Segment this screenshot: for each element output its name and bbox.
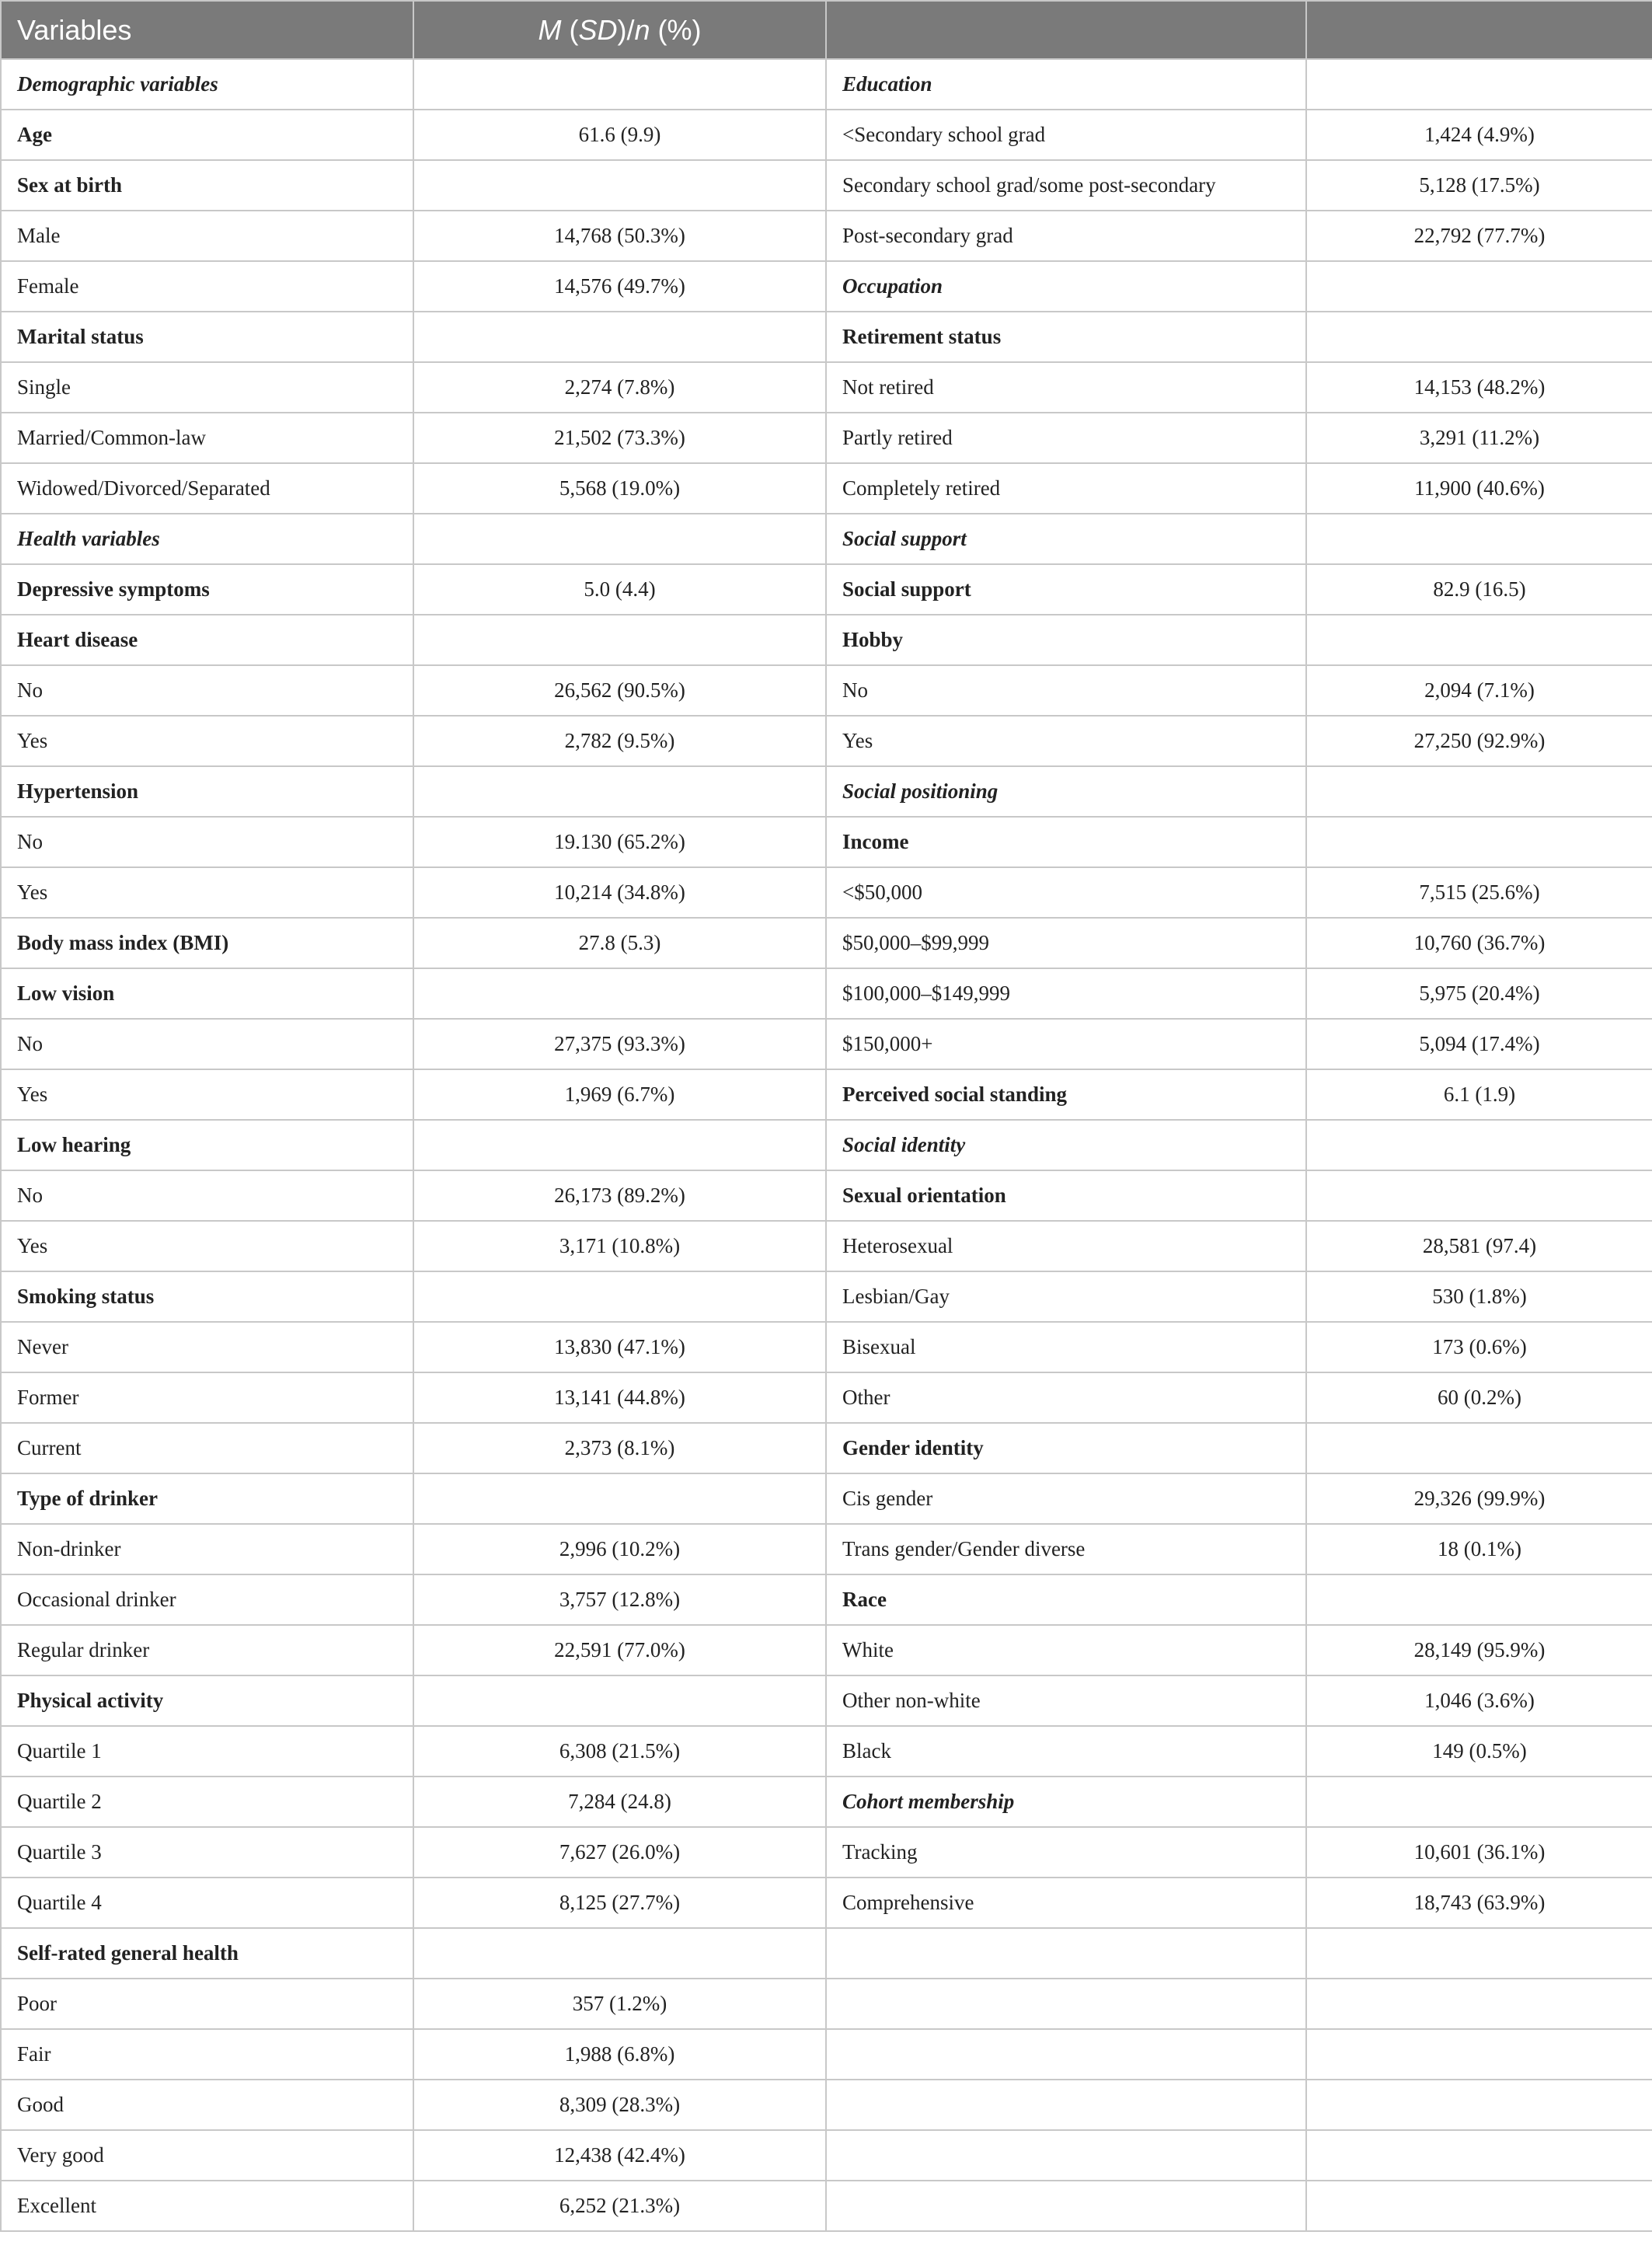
- left-variable-label: Physical activity: [1, 1675, 413, 1726]
- right-variable-label: Heterosexual: [826, 1221, 1306, 1271]
- left-statistic-value: [413, 968, 826, 1019]
- left-statistic-value: 5.0 (4.4): [413, 564, 826, 615]
- left-statistic-value: 8,125 (27.7%): [413, 1878, 826, 1928]
- table-row: [1, 1019, 1652, 1069]
- header-stat-open: (: [561, 13, 579, 46]
- right-statistic-value: [1306, 2181, 1652, 2231]
- left-variable-label: Yes: [1, 867, 413, 918]
- right-statistic-value: 149 (0.5%): [1306, 1726, 1652, 1777]
- right-statistic-value: 1,424 (4.9%): [1306, 110, 1652, 160]
- right-statistic-value: 1,046 (3.6%): [1306, 1675, 1652, 1726]
- table-row: [1, 1423, 1652, 1473]
- right-variable-label: Secondary school grad/some post-secondary: [826, 160, 1306, 211]
- right-statistic-value: 14,153 (48.2%): [1306, 362, 1652, 413]
- right-statistic-value: 18,743 (63.9%): [1306, 1878, 1652, 1928]
- left-statistic-value: [413, 1473, 826, 1524]
- header-column-4: [1306, 1, 1652, 59]
- right-variable-label: Completely retired: [826, 463, 1306, 514]
- right-statistic-value: [1306, 261, 1652, 312]
- right-variable-label: Black: [826, 1726, 1306, 1777]
- left-statistic-value: 357 (1.2%): [413, 1979, 826, 2029]
- left-variable-label: Non-drinker: [1, 1524, 413, 1574]
- left-statistic-value: 26,173 (89.2%): [413, 1170, 826, 1221]
- right-variable-label: $50,000–$99,999: [826, 918, 1306, 968]
- right-variable-label: Yes: [826, 716, 1306, 766]
- left-variable-label: Fair: [1, 2029, 413, 2080]
- right-variable-label: Cohort membership: [826, 1777, 1306, 1827]
- right-statistic-value: 6.1 (1.9): [1306, 1069, 1652, 1120]
- table-row: [1, 362, 1652, 413]
- right-statistic-value: 11,900 (40.6%): [1306, 463, 1652, 514]
- left-statistic-value: 5,568 (19.0%): [413, 463, 826, 514]
- right-statistic-value: 60 (0.2%): [1306, 1372, 1652, 1423]
- table-row: [1, 1827, 1652, 1878]
- left-statistic-value: 7,627 (26.0%): [413, 1827, 826, 1878]
- right-statistic-value: 18 (0.1%): [1306, 1524, 1652, 1574]
- left-variable-label: Male: [1, 211, 413, 261]
- right-statistic-value: 22,792 (77.7%): [1306, 211, 1652, 261]
- right-variable-label: Comprehensive: [826, 1878, 1306, 1928]
- left-statistic-value: [413, 1120, 826, 1170]
- left-variable-label: Regular drinker: [1, 1625, 413, 1675]
- right-variable-label: Partly retired: [826, 413, 1306, 463]
- table-row: [1, 2130, 1652, 2181]
- right-statistic-value: 5,975 (20.4%): [1306, 968, 1652, 1019]
- table-row: [1, 312, 1652, 362]
- left-variable-label: Yes: [1, 1069, 413, 1120]
- left-statistic-value: 12,438 (42.4%): [413, 2130, 826, 2181]
- right-statistic-value: [1306, 1777, 1652, 1827]
- left-variable-label: Current: [1, 1423, 413, 1473]
- right-variable-label: Income: [826, 817, 1306, 867]
- right-variable-label: Tracking: [826, 1827, 1306, 1878]
- table-row: [1, 463, 1652, 514]
- table-row: [1, 160, 1652, 211]
- right-variable-label: Hobby: [826, 615, 1306, 665]
- table-row: [1, 1372, 1652, 1423]
- right-variable-label: [826, 2130, 1306, 2181]
- right-variable-label: Other: [826, 1372, 1306, 1423]
- right-variable-label: $100,000–$149,999: [826, 968, 1306, 1019]
- left-statistic-value: [413, 59, 826, 110]
- left-statistic-value: 14,768 (50.3%): [413, 211, 826, 261]
- table-row: [1, 817, 1652, 867]
- right-variable-label: [826, 2181, 1306, 2231]
- right-variable-label: Social positioning: [826, 766, 1306, 817]
- table-row: [1, 59, 1652, 110]
- left-statistic-value: 22,591 (77.0%): [413, 1625, 826, 1675]
- left-statistic-value: [413, 1928, 826, 1979]
- right-statistic-value: 29,326 (99.9%): [1306, 1473, 1652, 1524]
- right-statistic-value: [1306, 59, 1652, 110]
- table-row: [1, 716, 1652, 766]
- right-variable-label: Other non-white: [826, 1675, 1306, 1726]
- table-row: [1, 918, 1652, 968]
- left-statistic-value: 6,308 (21.5%): [413, 1726, 826, 1777]
- right-statistic-value: [1306, 615, 1652, 665]
- left-statistic-value: 6,252 (21.3%): [413, 2181, 826, 2231]
- table-row: [1, 514, 1652, 564]
- table-row: [1, 211, 1652, 261]
- table-row: [1, 766, 1652, 817]
- left-statistic-value: 26,562 (90.5%): [413, 665, 826, 716]
- table-row: [1, 1322, 1652, 1372]
- left-variable-label: Smoking status: [1, 1271, 413, 1322]
- left-statistic-value: 1,969 (6.7%): [413, 1069, 826, 1120]
- right-variable-label: Bisexual: [826, 1322, 1306, 1372]
- right-statistic-value: 10,760 (36.7%): [1306, 918, 1652, 968]
- table-row: [1, 1979, 1652, 2029]
- left-statistic-value: [413, 1675, 826, 1726]
- table-row: [1, 1777, 1652, 1827]
- right-variable-label: No: [826, 665, 1306, 716]
- left-statistic-value: [413, 312, 826, 362]
- table-row: [1, 1726, 1652, 1777]
- left-statistic-value: 2,373 (8.1%): [413, 1423, 826, 1473]
- left-variable-label: Yes: [1, 716, 413, 766]
- left-statistic-value: 10,214 (34.8%): [413, 867, 826, 918]
- left-variable-label: Quartile 1: [1, 1726, 413, 1777]
- right-statistic-value: 3,291 (11.2%): [1306, 413, 1652, 463]
- header-row: [1, 1, 1652, 59]
- left-statistic-value: 3,757 (12.8%): [413, 1574, 826, 1625]
- right-variable-label: Lesbian/Gay: [826, 1271, 1306, 1322]
- left-variable-label: Body mass index (BMI): [1, 918, 413, 968]
- table-row: [1, 867, 1652, 918]
- left-variable-label: Low vision: [1, 968, 413, 1019]
- header-stat-pct: (%): [650, 13, 702, 46]
- left-variable-label: Self-rated general health: [1, 1928, 413, 1979]
- left-statistic-value: 21,502 (73.3%): [413, 413, 826, 463]
- left-variable-label: Health variables: [1, 514, 413, 564]
- right-statistic-value: 27,250 (92.9%): [1306, 716, 1652, 766]
- table-row: [1, 615, 1652, 665]
- right-statistic-value: 7,515 (25.6%): [1306, 867, 1652, 918]
- left-variable-label: Former: [1, 1372, 413, 1423]
- left-variable-label: Sex at birth: [1, 160, 413, 211]
- left-variable-label: Quartile 2: [1, 1777, 413, 1827]
- table-row: [1, 1878, 1652, 1928]
- left-statistic-value: [413, 766, 826, 817]
- left-statistic-value: 61.6 (9.9): [413, 110, 826, 160]
- right-variable-label: Social identity: [826, 1120, 1306, 1170]
- left-statistic-value: 14,576 (49.7%): [413, 261, 826, 312]
- left-statistic-value: 27.8 (5.3): [413, 918, 826, 968]
- left-statistic-value: 13,141 (44.8%): [413, 1372, 826, 1423]
- left-variable-label: Female: [1, 261, 413, 312]
- table-row: [1, 1271, 1652, 1322]
- left-variable-label: Yes: [1, 1221, 413, 1271]
- right-variable-label: Retirement status: [826, 312, 1306, 362]
- right-variable-label: Trans gender/Gender diverse: [826, 1524, 1306, 1574]
- left-variable-label: Quartile 4: [1, 1878, 413, 1928]
- left-variable-label: No: [1, 665, 413, 716]
- right-statistic-value: 5,094 (17.4%): [1306, 1019, 1652, 1069]
- table-row: [1, 1473, 1652, 1524]
- left-variable-label: Heart disease: [1, 615, 413, 665]
- left-variable-label: Widowed/Divorced/Separated: [1, 463, 413, 514]
- header-statistic: [413, 1, 826, 59]
- right-statistic-value: 173 (0.6%): [1306, 1322, 1652, 1372]
- left-variable-label: Low hearing: [1, 1120, 413, 1170]
- right-variable-label: <Secondary school grad: [826, 110, 1306, 160]
- right-variable-label: Sexual orientation: [826, 1170, 1306, 1221]
- table-row: [1, 261, 1652, 312]
- right-statistic-value: [1306, 1423, 1652, 1473]
- left-statistic-value: 1,988 (6.8%): [413, 2029, 826, 2080]
- table-row: [1, 2181, 1652, 2231]
- left-variable-label: No: [1, 817, 413, 867]
- header-column-3: [826, 1, 1306, 59]
- right-variable-label: Gender identity: [826, 1423, 1306, 1473]
- right-statistic-value: 5,128 (17.5%): [1306, 160, 1652, 211]
- right-variable-label: $150,000+: [826, 1019, 1306, 1069]
- table-row: [1, 1574, 1652, 1625]
- right-variable-label: Occupation: [826, 261, 1306, 312]
- table-row: [1, 1170, 1652, 1221]
- right-statistic-value: 10,601 (36.1%): [1306, 1827, 1652, 1878]
- left-variable-label: No: [1, 1019, 413, 1069]
- left-statistic-value: 27,375 (93.3%): [413, 1019, 826, 1069]
- left-statistic-value: 2,782 (9.5%): [413, 716, 826, 766]
- left-statistic-value: 2,274 (7.8%): [413, 362, 826, 413]
- right-variable-label: Cis gender: [826, 1473, 1306, 1524]
- left-variable-label: Never: [1, 1322, 413, 1372]
- left-statistic-value: 3,171 (10.8%): [413, 1221, 826, 1271]
- right-statistic-value: [1306, 312, 1652, 362]
- left-variable-label: Good: [1, 2080, 413, 2130]
- left-statistic-value: [413, 160, 826, 211]
- right-statistic-value: [1306, 514, 1652, 564]
- left-variable-label: Married/Common-law: [1, 413, 413, 463]
- left-variable-label: Poor: [1, 1979, 413, 2029]
- left-statistic-value: [413, 514, 826, 564]
- left-statistic-value: 13,830 (47.1%): [413, 1322, 826, 1372]
- right-variable-label: [826, 1979, 1306, 2029]
- right-statistic-value: 28,581 (97.4): [1306, 1221, 1652, 1271]
- right-variable-label: [826, 2029, 1306, 2080]
- right-variable-label: Social support: [826, 564, 1306, 615]
- table-row: [1, 413, 1652, 463]
- table-row: [1, 1221, 1652, 1271]
- table-row: [1, 1928, 1652, 1979]
- right-statistic-value: [1306, 2029, 1652, 2080]
- table-header: [1, 1, 1652, 59]
- table-row: [1, 968, 1652, 1019]
- right-statistic-value: [1306, 1170, 1652, 1221]
- left-variable-label: Age: [1, 110, 413, 160]
- table-row: [1, 564, 1652, 615]
- left-variable-label: Depressive symptoms: [1, 564, 413, 615]
- left-variable-label: Excellent: [1, 2181, 413, 2231]
- header-stat-m: M: [538, 13, 562, 46]
- right-statistic-value: [1306, 2080, 1652, 2130]
- header-variables: Variables: [1, 1, 413, 59]
- right-statistic-value: 28,149 (95.9%): [1306, 1625, 1652, 1675]
- left-variable-label: Hypertension: [1, 766, 413, 817]
- table-row: [1, 1675, 1652, 1726]
- right-variable-label: [826, 2080, 1306, 2130]
- right-statistic-value: 82.9 (16.5): [1306, 564, 1652, 615]
- right-variable-label: <$50,000: [826, 867, 1306, 918]
- left-variable-label: Very good: [1, 2130, 413, 2181]
- right-statistic-value: [1306, 1928, 1652, 1979]
- table-row: [1, 1120, 1652, 1170]
- table-row: [1, 1524, 1652, 1574]
- right-variable-label: Race: [826, 1574, 1306, 1625]
- left-statistic-value: 19.130 (65.2%): [413, 817, 826, 867]
- right-statistic-value: [1306, 1120, 1652, 1170]
- right-variable-label: Social support: [826, 514, 1306, 564]
- right-statistic-value: [1306, 1979, 1652, 2029]
- table-row: [1, 1625, 1652, 1675]
- left-statistic-value: 8,309 (28.3%): [413, 2080, 826, 2130]
- left-variable-label: Quartile 3: [1, 1827, 413, 1878]
- right-statistic-value: 530 (1.8%): [1306, 1271, 1652, 1322]
- left-statistic-value: 7,284 (24.8): [413, 1777, 826, 1827]
- header-stat-sd: SD: [578, 13, 618, 46]
- table-body: [1, 59, 1652, 2231]
- table-row: [1, 2080, 1652, 2130]
- table-row: [1, 665, 1652, 716]
- left-statistic-value: 2,996 (10.2%): [413, 1524, 826, 1574]
- table-row: [1, 110, 1652, 160]
- right-variable-label: White: [826, 1625, 1306, 1675]
- table-row: [1, 1069, 1652, 1120]
- right-variable-label: Not retired: [826, 362, 1306, 413]
- right-statistic-value: [1306, 817, 1652, 867]
- header-stat-n: n: [634, 13, 650, 46]
- left-statistic-value: [413, 1271, 826, 1322]
- right-variable-label: Perceived social standing: [826, 1069, 1306, 1120]
- left-statistic-value: [413, 615, 826, 665]
- right-statistic-value: 2,094 (7.1%): [1306, 665, 1652, 716]
- right-variable-label: Post-secondary grad: [826, 211, 1306, 261]
- right-statistic-value: [1306, 2130, 1652, 2181]
- left-variable-label: Single: [1, 362, 413, 413]
- left-variable-label: Type of drinker: [1, 1473, 413, 1524]
- left-variable-label: Demographic variables: [1, 59, 413, 110]
- right-statistic-value: [1306, 1574, 1652, 1625]
- left-variable-label: Occasional drinker: [1, 1574, 413, 1625]
- right-statistic-value: [1306, 766, 1652, 817]
- right-variable-label: Education: [826, 59, 1306, 110]
- left-variable-label: Marital status: [1, 312, 413, 362]
- header-stat-mid: )/: [617, 13, 635, 46]
- left-variable-label: No: [1, 1170, 413, 1221]
- table-row: [1, 2029, 1652, 2080]
- right-variable-label: [826, 1928, 1306, 1979]
